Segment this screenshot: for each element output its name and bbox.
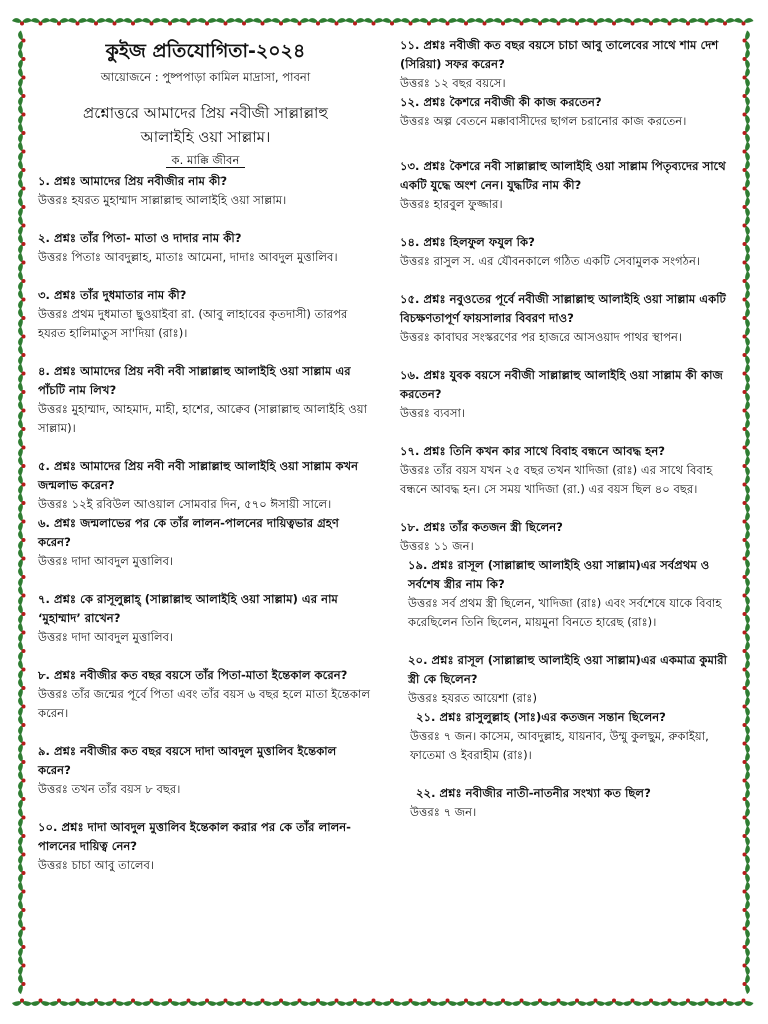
qa-item-13 — [400, 157, 730, 214]
page-title: কুইজ প্রতিযোগিতা-২০২৪ — [105, 40, 306, 62]
question: ২২. প্রশ্নঃ নবীজীর নাতী-নাতনীর সংখ্যা কত ছিল? — [416, 786, 651, 800]
holly-motif-icon — [743, 382, 750, 402]
holly-motif-icon — [419, 999, 439, 1006]
holly-motif-icon — [18, 197, 25, 217]
holly-motif-icon — [586, 999, 606, 1006]
holly-motif-icon — [743, 567, 750, 587]
holly-motif-icon — [18, 660, 25, 680]
holly-motif-icon — [18, 974, 25, 994]
holly-motif-icon — [18, 142, 25, 162]
holly-motif-icon — [290, 18, 310, 25]
holly-motif-icon — [18, 752, 25, 772]
qa-item-8 — [38, 666, 373, 723]
holly-motif-icon — [18, 105, 25, 125]
holly-motif-icon — [364, 999, 384, 1006]
holly-motif-icon — [18, 253, 25, 273]
holly-motif-icon — [18, 475, 25, 495]
holly-motif-icon — [549, 999, 569, 1006]
holly-motif-icon — [743, 697, 750, 717]
holly-motif-icon — [68, 999, 88, 1006]
holly-motif-icon — [18, 567, 25, 587]
holly-motif-icon — [743, 68, 750, 88]
holly-motif-icon — [18, 826, 25, 846]
main-heading-line-1: প্রশ্নোত্তরে আমাদের প্রিয় নবীজী সাল্লাল্লাহু — [83, 104, 328, 122]
qa-item-15 — [400, 290, 730, 347]
holly-motif-icon — [18, 271, 25, 291]
holly-motif-icon — [49, 18, 69, 25]
holly-motif-icon — [382, 18, 402, 25]
holly-motif-icon — [18, 586, 25, 606]
holly-motif-icon — [743, 142, 750, 162]
holly-motif-icon — [623, 18, 643, 25]
holly-motif-icon — [743, 808, 750, 828]
holly-motif-icon — [743, 475, 750, 495]
holly-motif-icon — [142, 18, 162, 25]
qa-item-9 — [38, 742, 373, 799]
question: ১৩. প্রশ্নঃ কৈশরে নবী সাল্লাল্লাহু আলাইহি ওয়া সাল্লাম পিতৃব্যদের সাথে একটি যুদ্ধে অংশ নেন। যুদ্ধটির নাম কী? — [400, 159, 726, 192]
holly-motif-icon — [18, 234, 25, 254]
holly-motif-icon — [18, 327, 25, 347]
qa-item-7 — [38, 590, 373, 647]
holly-motif-icon — [18, 549, 25, 569]
holly-motif-icon — [734, 18, 754, 25]
holly-motif-icon — [86, 18, 106, 25]
holly-motif-icon — [18, 919, 25, 939]
holly-motif-icon — [12, 18, 32, 25]
holly-motif-icon — [743, 586, 750, 606]
holly-motif-icon — [382, 999, 402, 1006]
qa-item-2 — [38, 229, 373, 267]
holly-motif-icon — [743, 734, 750, 754]
holly-motif-icon — [456, 999, 476, 1006]
answer: উত্তরঃ ১২ বছর বয়সে। — [400, 76, 506, 90]
qa-item-19 — [400, 556, 730, 632]
question: ২. প্রশ্নঃ তাঁর পিতা- মাতা ও দাদার নাম কী? — [38, 231, 242, 245]
holly-motif-icon — [743, 956, 750, 976]
answer: উত্তরঃ রাসুল স. এর যৌবনকালে গঠিত একটি সেবামুলক সংগঠন। — [400, 254, 701, 268]
holly-motif-icon — [216, 999, 236, 1006]
holly-motif-icon — [31, 999, 51, 1006]
holly-motif-icon — [743, 401, 750, 421]
holly-motif-icon — [18, 530, 25, 550]
holly-motif-icon — [743, 549, 750, 569]
holly-motif-icon — [18, 123, 25, 143]
answer: উত্তরঃ সর্ব প্রথম স্ত্রী ছিলেন, খাদিজা (রাঃ) এবং সর্বশেষে যাকে বিবাহ করেছিলেন তিনি ছিলেন, মায়মুনা বিনতে হারেছ (রাঃ)। — [408, 596, 722, 629]
question: ২১. প্রশ্নঃ রাসুলুল্লাহ (সাঃ)এর কতজন সন্তান ছিলেন? — [416, 710, 666, 724]
qa-item-12 — [400, 93, 730, 131]
main-heading-line-2: আলাইহি ওয়া সাল্লাম। — [140, 128, 271, 146]
holly-motif-icon — [327, 999, 347, 1006]
holly-motif-icon — [660, 999, 680, 1006]
holly-motif-icon — [743, 660, 750, 680]
answer: উত্তরঃ মুহাম্মাদ, আহমাদ, মাহী, হাশের, আক্বেব (সাল্লাল্লাহু আলাইহি ওয়া সাল্লাম)। — [38, 402, 367, 435]
holly-motif-icon — [31, 18, 51, 25]
holly-motif-icon — [18, 493, 25, 513]
holly-motif-icon — [567, 18, 587, 25]
holly-motif-icon — [18, 401, 25, 421]
answer: উত্তরঃ দাদা আবদুল মুত্তালিব। — [38, 554, 174, 568]
answer: উত্তরঃ হযরত মুহাম্মাদ সাল্লাল্লাহু আলাইহি ওয়া সাল্লাম। — [38, 193, 287, 207]
holly-motif-icon — [105, 999, 125, 1006]
holly-motif-icon — [345, 999, 365, 1006]
holly-motif-icon — [743, 771, 750, 791]
answer: উত্তরঃ ১১ জন। — [400, 539, 474, 553]
holly-motif-icon — [743, 438, 750, 458]
question: ৫. প্রশ্নঃ আমাদের প্রিয় নবী নবী সাল্লাল্লাহু আলাইহি ওয়া সাল্লাম কখন জন্মলাভ করেন? — [38, 459, 359, 492]
holly-motif-icon — [18, 31, 25, 51]
answer: উত্তরঃ ৭ জন। কাসেম, আবদুল্লাহ, যায়নাব, উম্মু কুলছুম, রুকাইয়া, ফাতেমা ও ইবরাহীম (রাঃ)। — [410, 729, 709, 762]
holly-motif-icon — [604, 999, 624, 1006]
holly-motif-icon — [18, 604, 25, 624]
holly-motif-icon — [641, 999, 661, 1006]
holly-motif-icon — [743, 456, 750, 476]
holly-motif-icon — [743, 789, 750, 809]
holly-motif-icon — [18, 808, 25, 828]
qa-item-11 — [400, 36, 730, 93]
holly-motif-icon — [18, 641, 25, 661]
holly-motif-icon — [743, 49, 750, 69]
holly-motif-icon — [197, 18, 217, 25]
holly-motif-icon — [743, 160, 750, 180]
holly-motif-icon — [743, 919, 750, 939]
holly-motif-icon — [253, 999, 273, 1006]
holly-motif-icon — [743, 290, 750, 310]
holly-motif-icon — [678, 18, 698, 25]
holly-motif-icon — [18, 179, 25, 199]
holly-motif-icon — [18, 882, 25, 902]
holly-motif-icon — [18, 68, 25, 88]
holly-motif-icon — [567, 999, 587, 1006]
holly-motif-icon — [142, 999, 162, 1006]
section-label: ক. মাক্কি জীবন — [166, 153, 246, 168]
holly-motif-icon — [743, 530, 750, 550]
holly-motif-icon — [475, 18, 495, 25]
holly-motif-icon — [456, 18, 476, 25]
answer: উত্তরঃ তাঁর বয়স যখন ২৫ বছর তখন খাদিজা (রাঃ) এর সাথে বিবাহ বন্ধনে আবদ্ধ হন। সে সময় খাদিজা (রা.) এর বয়স ছিল ৪০ বছর। — [400, 463, 713, 496]
question: ৩. প্রশ্নঃ তাঁর দুধমাতার নাম কী? — [38, 288, 187, 302]
holly-motif-icon — [549, 18, 569, 25]
holly-motif-icon — [743, 845, 750, 865]
answer: উত্তরঃ অল্প বেতনে মক্কাবাসীদের ছাগল চরানোর কাজ করতেন। — [400, 114, 687, 128]
holly-motif-icon — [715, 999, 735, 1006]
holly-motif-icon — [197, 999, 217, 1006]
holly-motif-icon — [743, 678, 750, 698]
holly-motif-icon — [438, 18, 458, 25]
holly-motif-icon — [123, 18, 143, 25]
holly-motif-icon — [271, 18, 291, 25]
holly-motif-icon — [18, 512, 25, 532]
answer: উত্তরঃ তাঁর জন্মের পূর্বে পিতা এবং তাঁর বয়স ৬ বছর হলে মাতা ইন্তেকাল করেন। — [38, 687, 371, 720]
question: ১২. প্রশ্নঃ কৈশরে নবীজী কী কাজ করতেন? — [400, 95, 602, 109]
qa-item-14 — [400, 233, 730, 271]
qa-item-10 — [38, 818, 373, 875]
question: ১৮. প্রশ্নঃ তাঁর কতজন স্ত্রী ছিলেন? — [400, 520, 563, 534]
holly-motif-icon — [475, 999, 495, 1006]
holly-motif-icon — [743, 826, 750, 846]
holly-motif-icon — [743, 86, 750, 106]
holly-motif-icon — [86, 999, 106, 1006]
question: ৯. প্রশ্নঃ নবীজীর কত বছর বয়সে দাদা আবদুল মুত্তালিব ইন্তেকাল করেন? — [38, 744, 337, 777]
holly-motif-icon — [743, 364, 750, 384]
holly-motif-icon — [160, 999, 180, 1006]
holly-motif-icon — [743, 715, 750, 735]
holly-motif-icon — [216, 18, 236, 25]
answer: উত্তরঃ তখন তাঁর বয়স ৮ বছর। — [38, 782, 181, 796]
holly-motif-icon — [253, 18, 273, 25]
holly-motif-icon — [419, 18, 439, 25]
qa-item-4 — [38, 362, 373, 438]
holly-motif-icon — [743, 234, 750, 254]
holly-motif-icon — [327, 18, 347, 25]
quiz-page — [38, 36, 732, 986]
right-column — [400, 36, 730, 822]
question: ১. প্রশ্নঃ আমাদের প্রিয় নবীজীর নাম কী? — [38, 174, 228, 188]
holly-motif-icon — [308, 999, 328, 1006]
holly-motif-icon — [743, 123, 750, 143]
holly-motif-icon — [18, 771, 25, 791]
holly-motif-icon — [18, 49, 25, 69]
holly-motif-icon — [160, 18, 180, 25]
holly-motif-icon — [18, 937, 25, 957]
holly-motif-icon — [18, 845, 25, 865]
question: ১৬. প্রশ্নঃ যুবক বয়সে নবীজী সাল্লাল্লাহু আলাইহি ওয়া সাল্লাম কী কাজ করতেন? — [400, 368, 723, 401]
qa-item-17 — [400, 442, 730, 499]
organizer-line: আয়োজনে : পুষ্পপাড়া কামিল মাদ্রাসা, পাবনা — [100, 70, 311, 84]
qa-item-21 — [400, 708, 730, 765]
holly-motif-icon — [49, 999, 69, 1006]
qa-item-3 — [38, 286, 373, 343]
holly-motif-icon — [743, 419, 750, 439]
question: ১৭. প্রশ্নঃ তিনি কখন কার সাথে বিবাহ বন্ধনে আবদ্ধ হন? — [400, 444, 665, 458]
holly-motif-icon — [586, 18, 606, 25]
holly-motif-icon — [512, 18, 532, 25]
holly-motif-icon — [743, 882, 750, 902]
holly-motif-icon — [743, 345, 750, 365]
holly-motif-icon — [345, 18, 365, 25]
answer: উত্তরঃ কাবাঘর সংস্করণের পর হাজরে আসওয়াদ পাথর স্থাপন। — [400, 330, 683, 344]
qa-item-20 — [400, 651, 730, 708]
question: ৭. প্রশ্নঃ কে রাসূলুল্লাহ্ (সাল্লাল্লাহু আলাইহি ওয়া সাল্লাম) এর নাম ‘মুহাম্মাদ’ রাখেন? — [38, 592, 338, 625]
answer: উত্তরঃ চাচা আবু তালেব। — [38, 858, 155, 872]
holly-motif-icon — [18, 734, 25, 754]
holly-motif-icon — [18, 956, 25, 976]
holly-motif-icon — [234, 18, 254, 25]
holly-motif-icon — [401, 999, 421, 1006]
answer: উত্তরঃ পিতাঃ আবদুল্লাহ, মাতাঃ আমেনা, দাদাঃ আবদুল মুত্তালিব। — [38, 250, 338, 264]
holly-motif-icon — [743, 308, 750, 328]
holly-motif-icon — [12, 999, 32, 1006]
qa-item-6 — [38, 514, 373, 571]
holly-motif-icon — [18, 345, 25, 365]
holly-motif-icon — [68, 18, 88, 25]
holly-motif-icon — [743, 604, 750, 624]
holly-motif-icon — [364, 18, 384, 25]
qa-item-1 — [38, 172, 373, 210]
holly-motif-icon — [604, 18, 624, 25]
holly-motif-icon — [308, 18, 328, 25]
question: ১৯. প্রশ্নঃ রাসূল (সাল্লাল্লাহু আলাইহি ওয়া সাল্লাম)এর সর্বপ্রথম ও সর্বশেষ স্ত্রীর নাম কি? — [408, 558, 710, 591]
holly-motif-icon — [530, 18, 550, 25]
holly-motif-icon — [697, 999, 717, 1006]
holly-motif-icon — [438, 999, 458, 1006]
question: ১১. প্রশ্নঃ নবীজী কত বছর বয়সে চাচা আবু তালেবের সাথে শাম দেশ (সিরিয়া) সফর করেন? — [400, 38, 719, 71]
holly-motif-icon — [493, 999, 513, 1006]
holly-motif-icon — [512, 999, 532, 1006]
qa-item-5 — [38, 457, 373, 514]
question: ১৫. প্রশ্নঃ নবুওতের পূর্বে নবীজী সাল্লাল্লাহু আলাইহি ওয়া সাল্লাম একটি বিচক্ষণতাপূর্ণ ফায়সালার বিবরণ দাও? — [400, 292, 726, 325]
answer: উত্তরঃ প্রথম দুধমাতা ছুওয়াইবা রা. (আবু লাহাবের কৃতদাসী) তারপর হযরত হালিমাতুস সা'দিয়া (রাঃ)। — [38, 307, 348, 340]
holly-motif-icon — [18, 789, 25, 809]
holly-motif-icon — [743, 512, 750, 532]
holly-motif-icon — [234, 999, 254, 1006]
holly-motif-icon — [743, 31, 750, 51]
qa-item-18 — [400, 518, 730, 556]
holly-motif-icon — [18, 456, 25, 476]
holly-motif-icon — [697, 18, 717, 25]
answer: উত্তরঃ হারবুল ফুজ্জার। — [400, 197, 503, 211]
answer: উত্তরঃ দাদা আবদুল মুত্তালিব। — [38, 630, 174, 644]
answer: উত্তরঃ ১২ই রবিউল আওয়াল সোমবার দিন, ৫৭০ ঈসায়ী সালে। — [38, 497, 332, 511]
holly-motif-icon — [743, 623, 750, 643]
holly-motif-icon — [18, 438, 25, 458]
holly-motif-icon — [734, 999, 754, 1006]
holly-motif-icon — [743, 197, 750, 217]
holly-motif-icon — [290, 999, 310, 1006]
holly-motif-icon — [743, 105, 750, 125]
holly-motif-icon — [18, 160, 25, 180]
holly-motif-icon — [18, 216, 25, 236]
holly-motif-icon — [530, 999, 550, 1006]
answer: উত্তরঃ ব্যবসা। — [400, 406, 466, 420]
section-heading — [38, 151, 373, 170]
holly-motif-icon — [743, 900, 750, 920]
holly-motif-icon — [743, 752, 750, 772]
question: ৪. প্রশ্নঃ আমাদের প্রিয় নবী নবী সাল্লাল্লাহু আলাইহি ওয়া সাল্লাম এর পাঁচটি নাম লিখ? — [38, 364, 351, 397]
holly-motif-icon — [18, 623, 25, 643]
holly-motif-icon — [743, 974, 750, 994]
holly-motif-icon — [493, 18, 513, 25]
holly-motif-icon — [271, 999, 291, 1006]
question: ১৪. প্রশ্নঃ হিলফুল ফযুল কি? — [400, 235, 535, 249]
holly-motif-icon — [401, 18, 421, 25]
holly-motif-icon — [743, 863, 750, 883]
holly-motif-icon — [743, 937, 750, 957]
main-heading — [38, 101, 373, 149]
holly-motif-icon — [641, 18, 661, 25]
holly-motif-icon — [179, 18, 199, 25]
holly-motif-icon — [743, 216, 750, 236]
question: ৮. প্রশ্নঃ নবীজীর কত বছর বয়সে তাঁর পিতা-মাতা ইন্তেকাল করেন? — [38, 668, 348, 682]
holly-motif-icon — [18, 900, 25, 920]
holly-motif-icon — [743, 493, 750, 513]
holly-motif-icon — [660, 18, 680, 25]
holly-motif-icon — [18, 678, 25, 698]
holly-motif-icon — [743, 253, 750, 273]
holly-motif-icon — [743, 271, 750, 291]
holly-motif-icon — [678, 999, 698, 1006]
holly-motif-icon — [18, 364, 25, 384]
holly-motif-icon — [743, 641, 750, 661]
holly-motif-icon — [105, 18, 125, 25]
holly-motif-icon — [179, 999, 199, 1006]
answer: উত্তরঃ ৭ জন। — [410, 805, 477, 819]
holly-motif-icon — [715, 18, 735, 25]
left-column — [38, 36, 373, 875]
holly-motif-icon — [18, 308, 25, 328]
holly-motif-icon — [18, 863, 25, 883]
holly-motif-icon — [743, 327, 750, 347]
holly-motif-icon — [18, 86, 25, 106]
holly-motif-icon — [123, 999, 143, 1006]
holly-motif-icon — [18, 382, 25, 402]
question: ২০. প্রশ্নঃ রাসূল (সাল্লাল্লাহু আলাইহি ওয়া সাল্লাম)এর একমাত্র কুমারী স্ত্রী কে ছিলেন? — [408, 653, 727, 686]
holly-motif-icon — [18, 697, 25, 717]
holly-motif-icon — [18, 419, 25, 439]
holly-motif-icon — [623, 999, 643, 1006]
qa-item-22 — [400, 784, 730, 822]
question: ১০. প্রশ্নঃ দাদা আবদুল মুত্তালিব ইন্তেকাল করার পর কে তাঁর লালন-পালনের দায়িত্ব নেন? — [38, 820, 351, 853]
qa-item-16 — [400, 366, 730, 423]
holly-motif-icon — [743, 179, 750, 199]
holly-motif-icon — [18, 290, 25, 310]
answer: উত্তরঃ হযরত আয়েশা (রাঃ) — [408, 691, 537, 705]
question: ৬. প্রশ্নঃ জন্মলাভের পর কে তাঁর লালন-পালনের দায়িত্বভার গ্রহণ করেন? — [38, 516, 339, 549]
holly-motif-icon — [18, 715, 25, 735]
